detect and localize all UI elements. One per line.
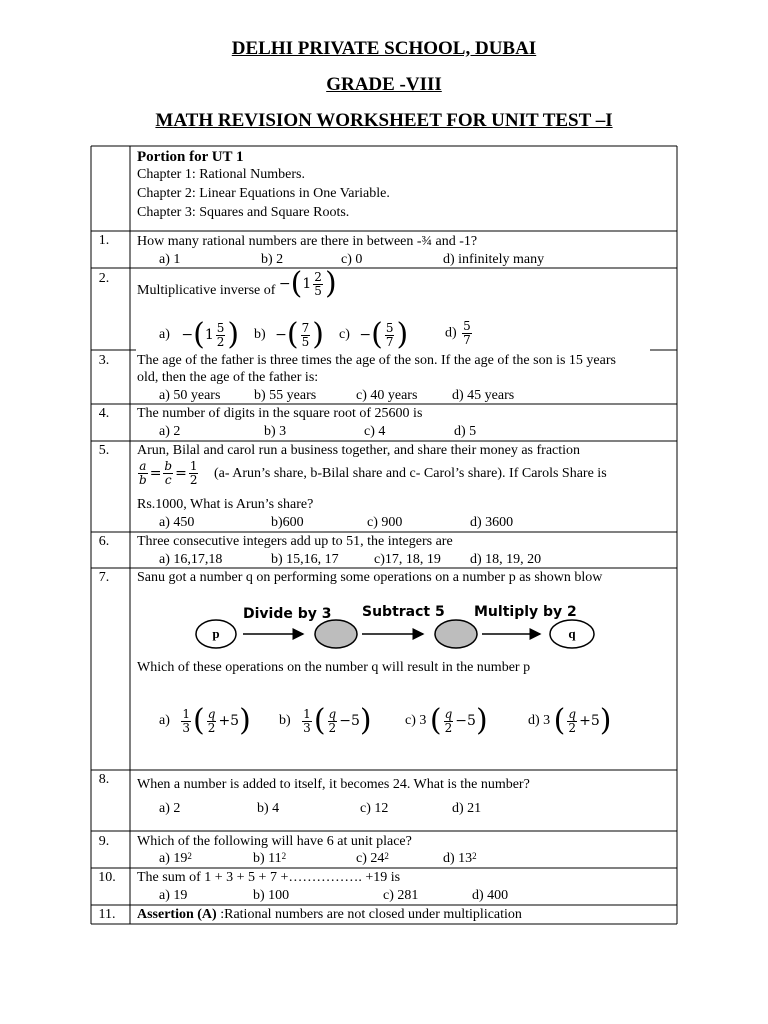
denominator: c [164,473,172,487]
q10-option-a: a) 19 [159,888,188,903]
q7-option-d-expr [553,703,612,738]
open-paren: ( [193,703,205,738]
minus-sign: − [181,327,194,343]
numerator: b [164,459,173,473]
q2-option-b-label: b) [254,327,266,343]
numerator: 2 [314,269,322,284]
q5-text-line1: Arun, Bilal and carol run a business together, and share their money as fraction [137,443,581,458]
denominator: 2 [189,473,198,487]
node-q-label: q [568,626,576,641]
worksheet-title-text: MATH REVISION WORKSHEET FOR UNIT TEST –I [155,110,613,131]
q9-option-d-label: d) 13 [443,851,473,866]
q10-option-b: b) 100 [253,888,290,903]
q9-text: Which of the following will have 6 at unit place? [137,834,412,849]
q11-number: 11. [98,907,116,922]
q5-number: 5. [98,443,110,458]
open-paren: ( [290,266,303,301]
numerator: q [444,706,453,721]
q2-text-label: Multiplicative inverse of [137,283,276,299]
minus-sign: − [275,327,287,343]
plus-sign: + [579,713,591,729]
q4-option-b: b) 3 [264,424,287,439]
q9-option-a-label: a) 19 [159,851,188,866]
q1-text: How many rational numbers are there in between -¾ and -1? [137,234,478,249]
q8-option-c: c) 12 [360,801,389,816]
exponent: 2 [281,851,287,861]
numerator: 1 [182,706,191,721]
plus-sign: + [218,713,231,729]
q7-number: 7. [98,570,110,585]
q3-option-a: a) 50 years [159,388,221,403]
q7-option-a [159,703,251,738]
q2-option-a-label: a) [159,327,170,343]
denominator: b [139,473,147,487]
school-name-text: DELHI PRIVATE SCHOOL, DUBAI [231,38,537,59]
denominator: 2 [444,720,453,735]
q7-text2: Which of these operations on the number q will result in the number p [137,660,531,675]
q5-option-a: a) 450 [159,515,195,530]
denominator: 7 [463,333,471,347]
constant: 5 [230,713,240,729]
constant: 5 [467,713,476,729]
denominator: 5 [314,283,322,298]
close-paren: ) [599,703,612,738]
chapter-3: Chapter 3: Squares and Square Roots. [137,205,350,220]
grade-text: GRADE -VIII [326,74,442,95]
open-paren: ( [553,703,566,738]
q6-text: Three consecutive integers add up to 51, the integers are [137,534,453,549]
numerator: q [207,706,216,721]
q3-text-line2: old, then the age of the father is: [137,370,319,385]
q10-option-d: d) 400 [472,888,509,903]
q6-option-a: a) 16,17,18 [159,552,223,567]
open-paren: ( [286,317,299,352]
q5-option-d: d) 3600 [470,515,514,530]
q2-number: 2. [98,271,110,286]
constant: 5 [350,713,360,729]
node-after-divide [315,620,357,648]
denominator: 7 [385,334,394,349]
q8-number: 8. [98,772,110,787]
q10-option-c: c) 281 [383,888,419,903]
q8-option-a: a) 2 [159,801,181,816]
q9-number: 9. [98,834,110,849]
q8-option-b: b) 4 [257,801,280,816]
q3-text-line1: The age of the father is three times the age of the son. If the age of the son is 15 years [137,353,616,368]
q4-text: The number of digits in the square root of 25600 is [137,406,423,421]
numerator: q [568,706,577,721]
portion-heading: Portion for UT 1 [137,149,244,165]
close-paren: ) [239,703,251,738]
q8-text: When a number is added to itself, it becomes 24. What is the number? [137,777,530,792]
q6-option-c: c)17, 18, 19 [374,552,441,567]
q10-number: 10. [98,870,116,885]
fraction [302,708,312,735]
exponent: 2 [187,851,192,861]
minus-sign: − [359,327,372,343]
q3-option-d: d) 45 years [452,388,515,403]
q6-number: 6. [98,534,110,549]
close-paren: ) [227,317,240,352]
q8-option-d: d) 21 [452,801,482,816]
q9-option-b-label: b) 11 [253,851,282,866]
numerator: a [139,459,147,473]
fraction-q [328,708,338,735]
q4-number: 4. [98,406,110,421]
step-multiply-label: Multiply by 2 [474,604,577,620]
q7-option-a-expr [179,703,251,738]
q9-option-c-label: c) 24 [356,851,385,866]
numerator: 7 [301,320,310,335]
q7-option-b [279,703,372,738]
q7-option-c-expr [429,703,488,738]
open-paren: ( [193,317,205,352]
q5-text-line2: (a- Arun’s share, b-Bilal share and c- Carol’s share). If Carols Share is [213,465,607,481]
close-paren: ) [396,317,409,352]
minus-sign: − [278,276,291,292]
q4-option-a: a) 2 [159,424,181,439]
q7-option-a-label: a) [159,713,170,729]
q7-option-b-label: b) [279,713,291,729]
q4-option-c: c) 4 [364,424,386,439]
minus-sign: − [339,713,351,729]
numerator: 5 [216,320,225,335]
chapter-2: Chapter 2: Linear Equations in One Variable. [137,186,390,201]
q7-option-d-label: d) 3 [528,713,551,729]
q1-option-d: d) infinitely many [443,252,545,267]
q10-text: The sum of 1 + 3 + 5 + 7 +……………. +19 is [137,870,401,885]
assertion-text: :Rational numbers are not closed under multiplication [220,907,522,922]
denominator: 3 [303,720,311,735]
q11-text [137,907,522,923]
q9-option-d [443,851,477,867]
numerator: 1 [189,459,198,473]
fraction-q [567,708,577,735]
q1-option-c: c) 0 [341,252,363,267]
whole-part: 1 [302,276,312,292]
q3-number: 3. [98,353,110,368]
q7-option-c-label: c) 3 [405,713,427,729]
whole-part: 1 [204,327,214,343]
denominator: 2 [568,720,577,735]
minus-sign: − [455,713,468,729]
q3-option-b: b) 55 years [254,388,317,403]
denominator: 2 [207,720,216,735]
step-subtract-label: Subtract 5 [362,604,445,620]
fraction [181,708,191,735]
q2-option-d-label: d) [445,325,457,341]
fraction-q [207,708,217,735]
numerator: 5 [463,319,471,333]
denominator: 2 [216,334,225,349]
step-divide-label: Divide by 3 [243,606,332,622]
q1-option-a: a) 1 [159,252,181,267]
q5-option-c: c) 900 [367,515,403,530]
node-p-label: p [212,626,220,641]
chapter-1: Chapter 1: Rational Numbers. [137,167,305,182]
q7-option-d [528,703,612,738]
q9-option-a [159,851,192,867]
q6-option-b: b) 15,16, 17 [271,552,339,567]
node-after-subtract [435,620,477,648]
equals-sign: = [175,465,187,482]
q6-option-d: d) 18, 19, 20 [470,552,542,567]
q7-option-b-expr [300,703,372,738]
close-paren: ) [324,266,337,301]
q3-option-c: c) 40 years [356,388,418,403]
q4-option-d: d) 5 [454,424,477,439]
open-paren: ( [371,317,383,352]
q7-option-c [405,703,488,738]
fraction-q [444,708,454,735]
q5-text-line3: Rs.1000, What is Arun’s share? [137,497,314,512]
q9-option-c [356,851,389,867]
denominator: 2 [328,720,337,735]
exponent: 2 [472,851,477,861]
q2-option-c-label: c) [339,327,350,343]
open-paren: ( [313,703,326,738]
exponent: 2 [384,851,389,861]
numerator: 5 [385,320,394,335]
equals-sign: = [149,465,162,482]
constant: 5 [590,713,600,729]
denominator: 3 [182,720,191,735]
q7-text: Sanu got a number q on performing some operations on a number p as shown blow [137,570,603,585]
close-paren: ) [475,703,488,738]
q1-number: 1. [98,233,110,248]
denominator: 5 [301,334,310,349]
q1-option-b: b) 2 [261,252,284,267]
q9-option-b [253,851,286,867]
assertion-label: Assertion (A) [137,907,217,922]
close-paren: ) [312,317,324,352]
open-paren: ( [429,703,442,738]
numerator: 1 [303,706,311,721]
q5-option-b: b)600 [271,515,304,530]
close-paren: ) [359,703,372,738]
numerator: q [328,706,337,721]
